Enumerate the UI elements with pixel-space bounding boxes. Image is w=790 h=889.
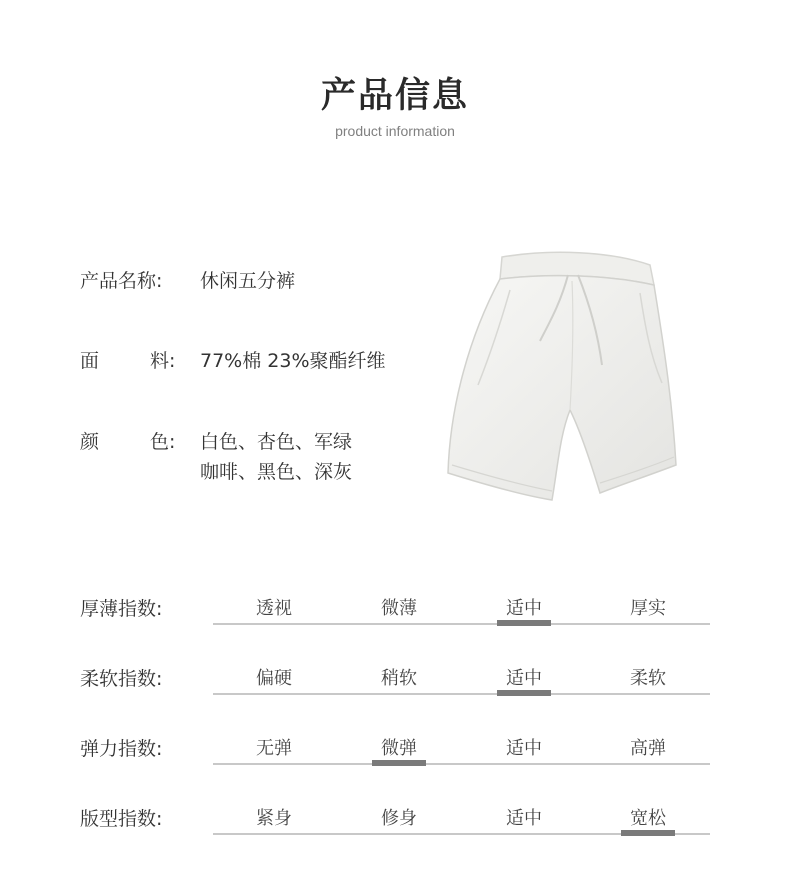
scale-option: 紧身: [256, 808, 292, 829]
color-label-char: 颜: [80, 431, 100, 453]
color-label: [80, 427, 180, 457]
color-value: [200, 427, 352, 487]
selected-marker: [497, 690, 551, 696]
scale-option: 厚实: [630, 598, 666, 619]
name-value: 休闲五分裤: [200, 270, 296, 292]
scale-option: 高弹: [630, 738, 666, 759]
scale-option: 透视: [256, 598, 292, 619]
color-label-char2: 色:: [150, 431, 176, 453]
fit-scale: [80, 804, 720, 854]
white-shorts-image: [440, 245, 680, 515]
scale-option: 无弹: [256, 738, 292, 759]
page-subtitle: product information: [335, 123, 455, 139]
selected-marker: [497, 620, 551, 626]
selected-marker: [621, 830, 675, 836]
elasticity-label: 弹力指数:: [80, 738, 163, 760]
scale-option: 适中: [506, 738, 542, 759]
scale-option: 微弹: [381, 738, 417, 759]
scale-option: 宽松: [630, 808, 666, 829]
fit-label: 版型指数:: [80, 808, 163, 830]
color-value-line2: 咖啡、黑色、深灰: [200, 461, 353, 483]
selected-marker: [372, 760, 426, 766]
scale-option: 微薄: [381, 598, 417, 619]
color-value-line1: 白色、杏色、军绿: [200, 431, 353, 453]
scale-option: 柔软: [630, 668, 666, 689]
elasticity-scale: [80, 734, 720, 784]
softness-scale: [80, 664, 720, 714]
thickness-label: 厚薄指数:: [80, 598, 163, 620]
scale-option: 稍软: [381, 668, 417, 689]
scale-option: 适中: [506, 598, 542, 619]
scale-option: 适中: [506, 668, 542, 689]
scale-option: 偏硬: [256, 668, 292, 689]
fabric-value: 77%棉 23%聚酯纤维: [200, 350, 386, 372]
fabric-label-char2: 料:: [150, 350, 176, 372]
fabric-label-char: 面: [80, 350, 100, 372]
softness-label: 柔软指数:: [80, 668, 163, 690]
scale-option: 适中: [506, 808, 542, 829]
scale-option: 修身: [381, 808, 417, 829]
name-label: 产品名称:: [80, 270, 163, 292]
page-title: 产品信息: [320, 76, 469, 116]
thickness-scale: [80, 594, 720, 644]
fabric-label: [80, 346, 180, 376]
